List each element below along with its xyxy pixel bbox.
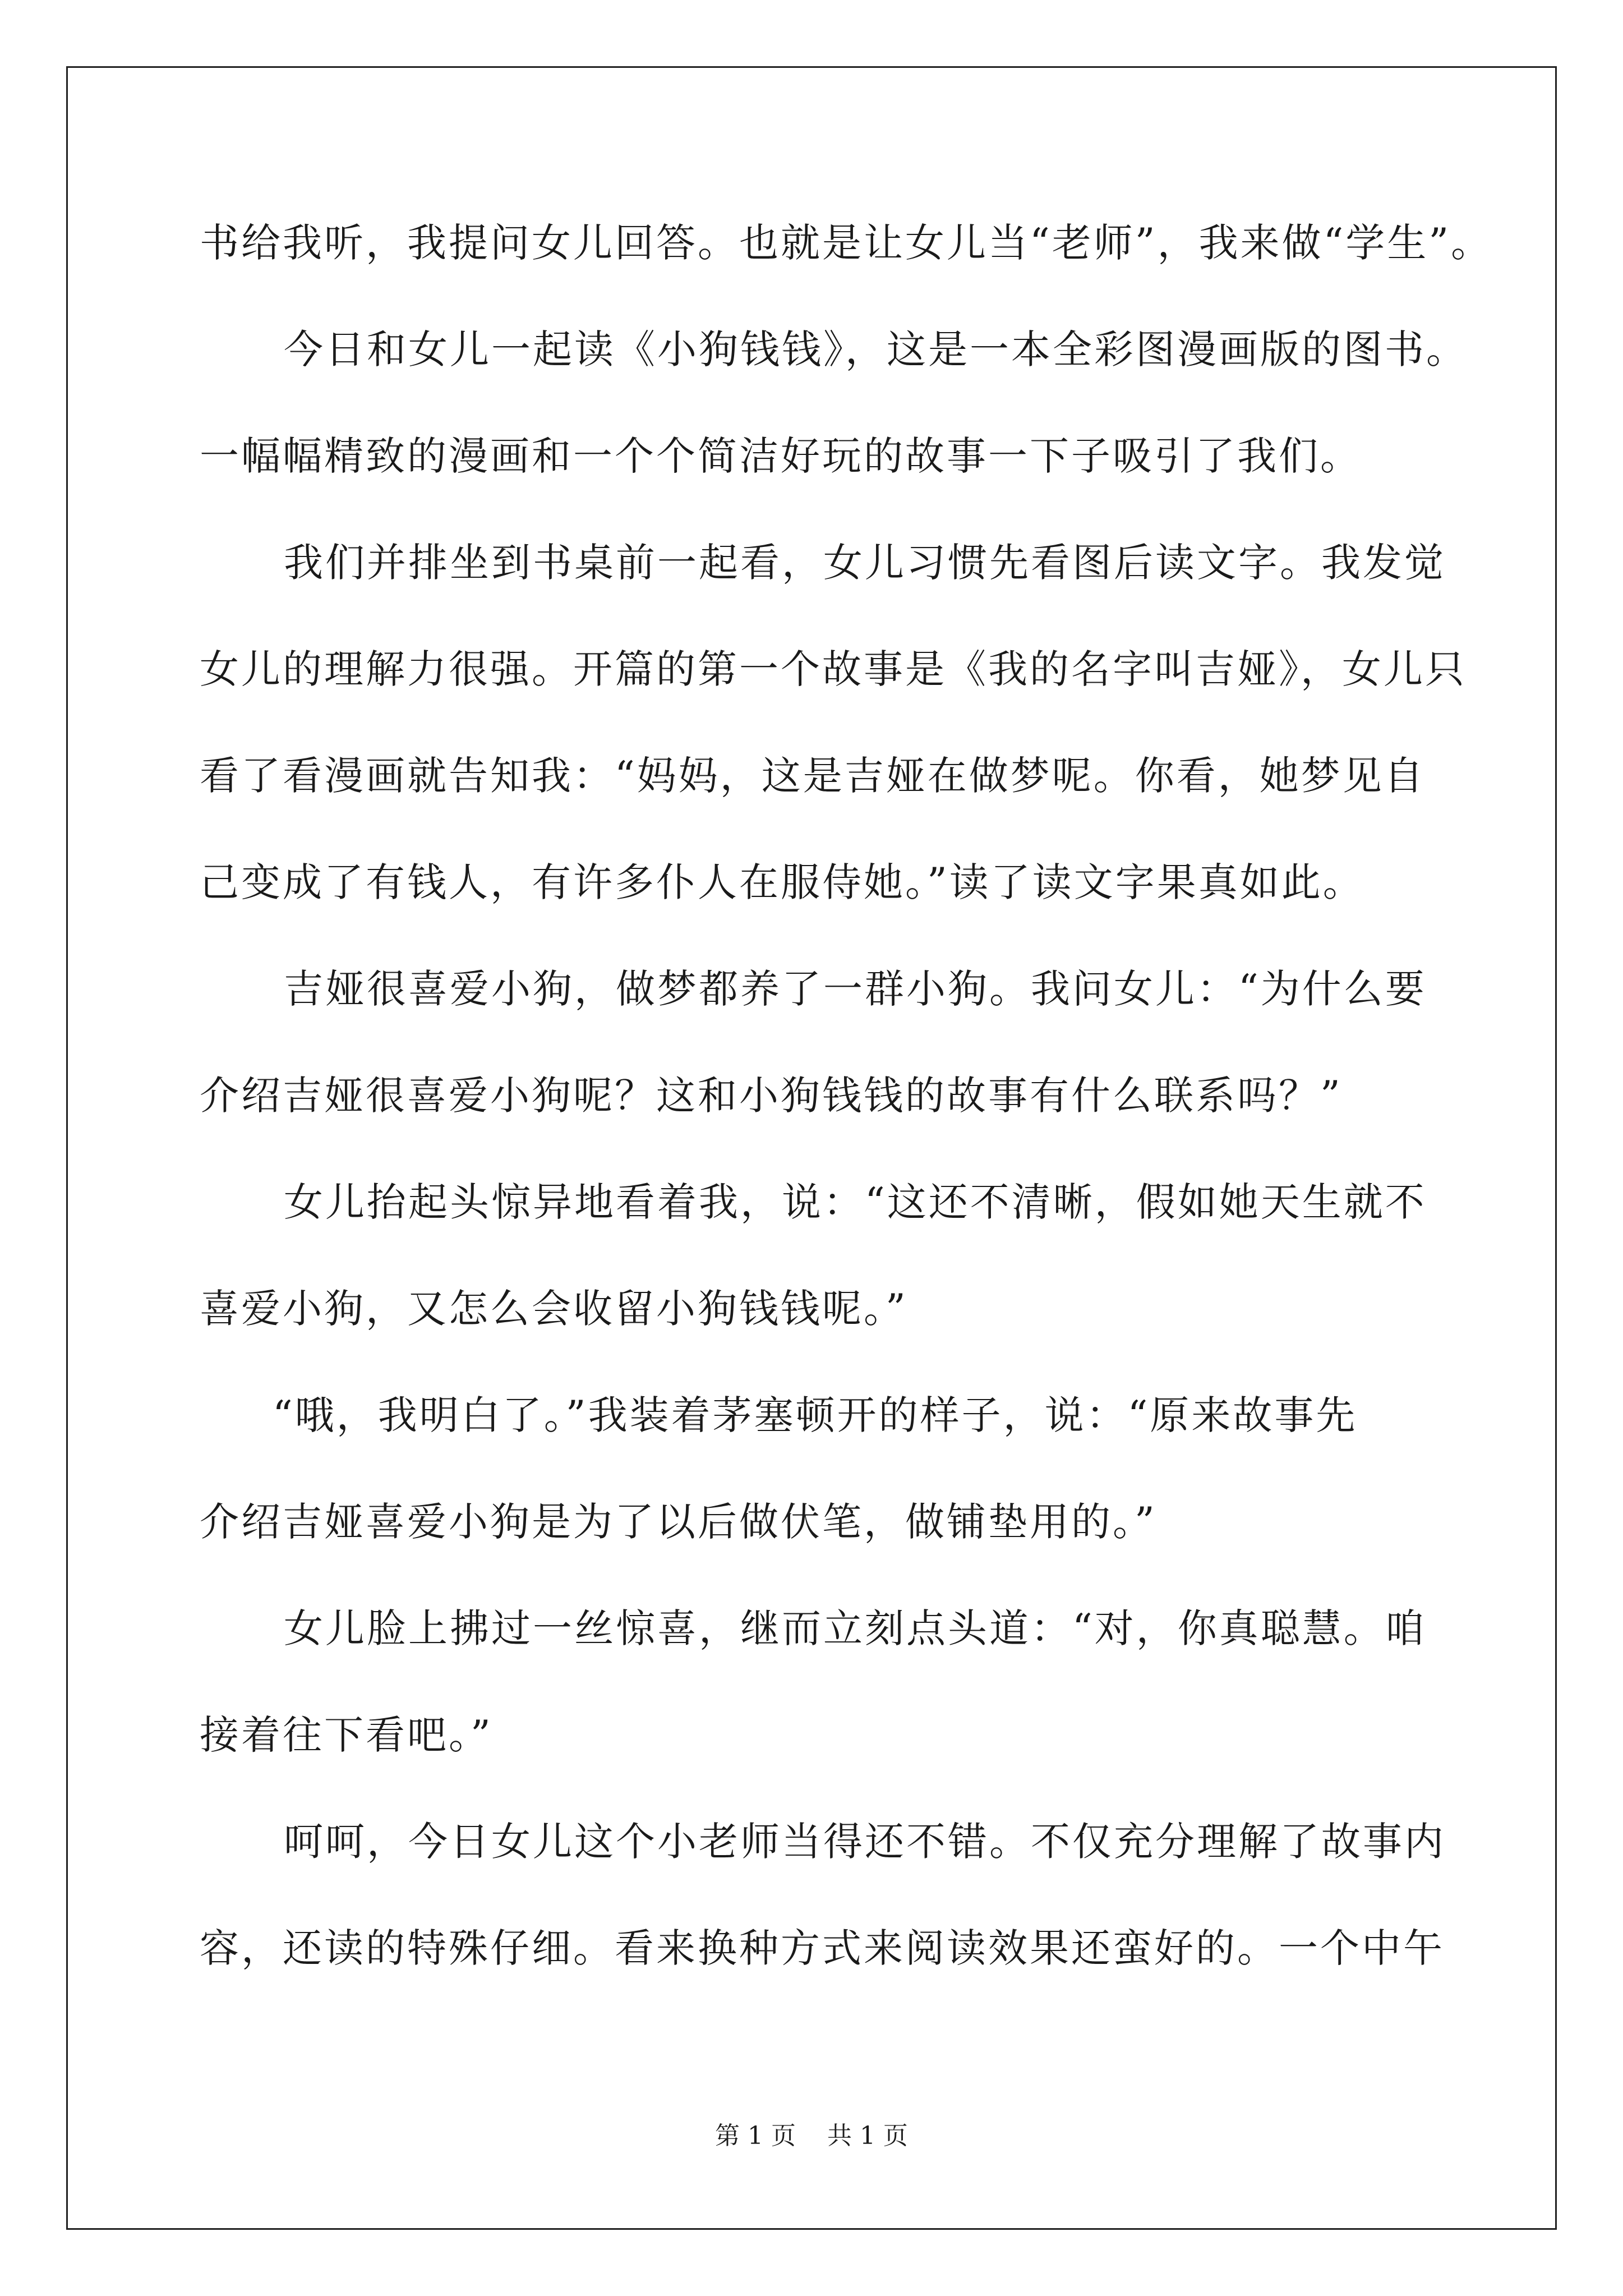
paragraph-first-line: 吉娅很喜爱小狗，做梦都养了一群小狗。我问女儿：“为什么要 bbox=[284, 966, 1427, 1012]
text-line: 介绍吉娅喜爱小狗是为了以后做伏笔，做铺垫用的。” bbox=[200, 1499, 1157, 1545]
page-border bbox=[66, 66, 1557, 2230]
text-line: 看了看漫画就告知我：“妈妈，这是吉娅在做梦呢。你看，她梦见自 bbox=[200, 753, 1426, 799]
page-number-footer: 第 1 页 共 1 页 bbox=[715, 2122, 908, 2150]
text-line: 接着往下看吧。” bbox=[200, 1712, 493, 1758]
paragraph-first-line: 呵呵，今日女儿这个小老师当得还不错。不仅充分理解了故事内 bbox=[284, 1819, 1446, 1865]
text-line: 书给我听，我提问女儿回答。也就是让女儿当“老师”，我来做“学生”。 bbox=[200, 220, 1493, 266]
text-line: 一幅幅精致的漫画和一个个简洁好玩的故事一下子吸引了我们。 bbox=[200, 433, 1362, 479]
paragraph-first-line: 今日和女儿一起读《小狗钱钱》，这是一本全彩图漫画版的图书。 bbox=[284, 326, 1468, 372]
text-line: 女儿的理解力很强。开篇的第一个故事是《我的名字叫吉娅》，女儿只 bbox=[200, 646, 1467, 692]
paragraph-first-line: 我们并排坐到书桌前一起看，女儿习惯先看图后读文字。我发觉 bbox=[284, 540, 1446, 586]
paragraph-first-line: “哦，我明白了。”我装着茅塞顿开的样子，说：“原来故事先 bbox=[273, 1392, 1358, 1438]
text-line: 喜爱小狗，又怎么会收留小狗钱钱呢。” bbox=[200, 1286, 908, 1332]
text-line: 己变成了有钱人，有许多仆人在服侍她。”读了读文字果真如此。 bbox=[200, 859, 1364, 905]
text-line: 介绍吉娅很喜爱小狗呢？这和小狗钱钱的故事有什么联系吗？” bbox=[200, 1073, 1343, 1119]
text-line: 容，还读的特殊仔细。看来换种方式来阅读效果还蛮好的。一个中午 bbox=[200, 1925, 1445, 1971]
paragraph-first-line: 女儿抬起头惊异地看着我，说：“这还不清晰，假如她天生就不 bbox=[284, 1179, 1427, 1225]
paragraph-first-line: 女儿脸上拂过一丝惊喜，继而立刻点头道：“对，你真聪慧。咱 bbox=[284, 1605, 1427, 1651]
